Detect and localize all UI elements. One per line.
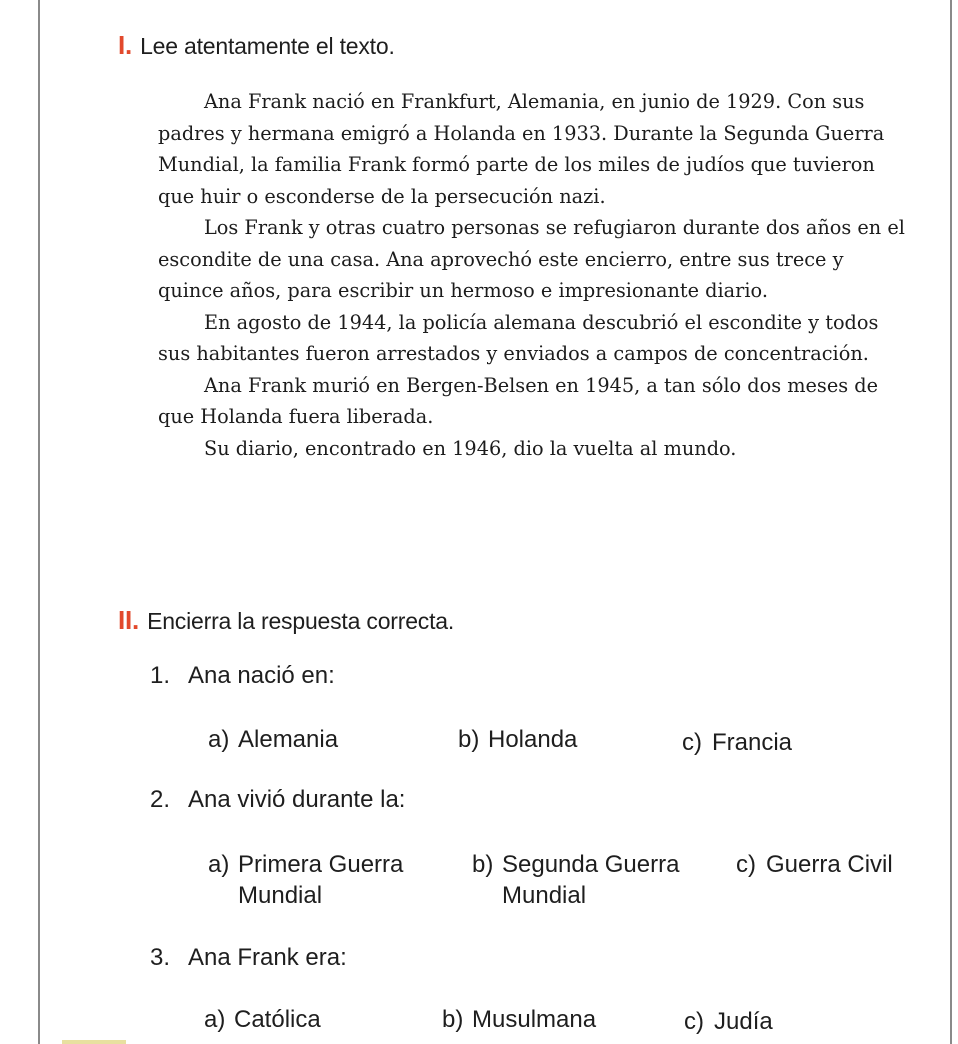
option-text: Segunda Guerra Mundial [502,851,680,909]
section-1-heading [118,30,395,61]
question-2-prompt: Ana vivió durante la: [188,786,406,813]
q3-option-a[interactable] [204,1004,321,1035]
question-3 [150,944,347,972]
q1-option-a[interactable] [208,724,338,755]
page-border-left [38,0,40,1044]
section-2-heading [118,605,454,636]
option-text: Alemania [238,726,339,753]
passage-paragraph-4: Ana Frank murió en Bergen-Belsen en 1945, a tan sólo dos meses de que Holanda fuera liberada. [158,373,879,428]
question-1-prompt: Ana nació en: [188,662,335,689]
option-letter: c) [736,851,756,878]
q3-option-b[interactable] [442,1004,596,1035]
option-text: Judía [714,1008,773,1035]
q1-option-b[interactable] [458,724,577,755]
passage-paragraph-1: Ana Frank nació en Frankfurt, Alemania, en junio de 1929. Con sus padres y hermana emigró a Holanda en 1933. Durante la Segunda Guerra Mundial, la familia Frank formó parte de los miles de judíos que tuvieron que huir o esconderse de la persecución nazi. [158,90,885,208]
passage-paragraph-5: Su diario, encontrado en 1946, dio la vuelta al mundo. [204,436,737,460]
section-1-numeral: I. [118,30,133,60]
option-letter: b) [472,851,494,878]
section-2-numeral: II. [118,605,140,635]
option-letter: c) [684,1008,704,1035]
option-text: Primera Guerra Mundial [238,851,404,909]
q2-option-c[interactable] [736,849,893,880]
option-text: Guerra Civil [766,851,893,878]
option-letter: a) [208,851,230,878]
question-1 [150,662,335,690]
page-border-right [950,0,952,1044]
option-letter: b) [442,1006,464,1033]
question-1-number: 1. [150,662,171,689]
option-letter: a) [204,1006,226,1033]
passage-paragraph-3: En agosto de 1944, la policía alemana descubrió el escondite y todos sus habitantes fueron arrestados y enviados a campos de concentración. [158,310,879,365]
option-letter: a) [208,726,230,753]
option-text: Musulmana [472,1006,597,1033]
section-1-instruction: Lee atentamente el texto. [140,33,395,59]
question-3-prompt: Ana Frank era: [188,944,347,971]
question-3-number: 3. [150,944,171,971]
section-2-instruction: Encierra la respuesta correcta. [147,608,455,634]
option-text: Católica [234,1006,321,1033]
highlight-mark [62,1040,126,1044]
q2-option-b[interactable] [472,849,712,911]
q1-option-c[interactable] [682,727,792,758]
reading-passage [158,86,908,464]
q3-option-c[interactable] [684,1006,773,1037]
question-2 [150,786,405,814]
q2-option-a[interactable] [208,849,448,911]
option-text: Holanda [488,726,578,753]
option-text: Francia [712,729,793,756]
option-letter: b) [458,726,480,753]
option-letter: c) [682,729,702,756]
question-2-number: 2. [150,786,171,813]
passage-paragraph-2: Los Frank y otras cuatro personas se refugiaron durante dos años en el escondite de una casa. Ana aprovechó este encierro, entre sus trece y quince años, para escribir un hermoso e impresionante diario. [158,216,905,302]
